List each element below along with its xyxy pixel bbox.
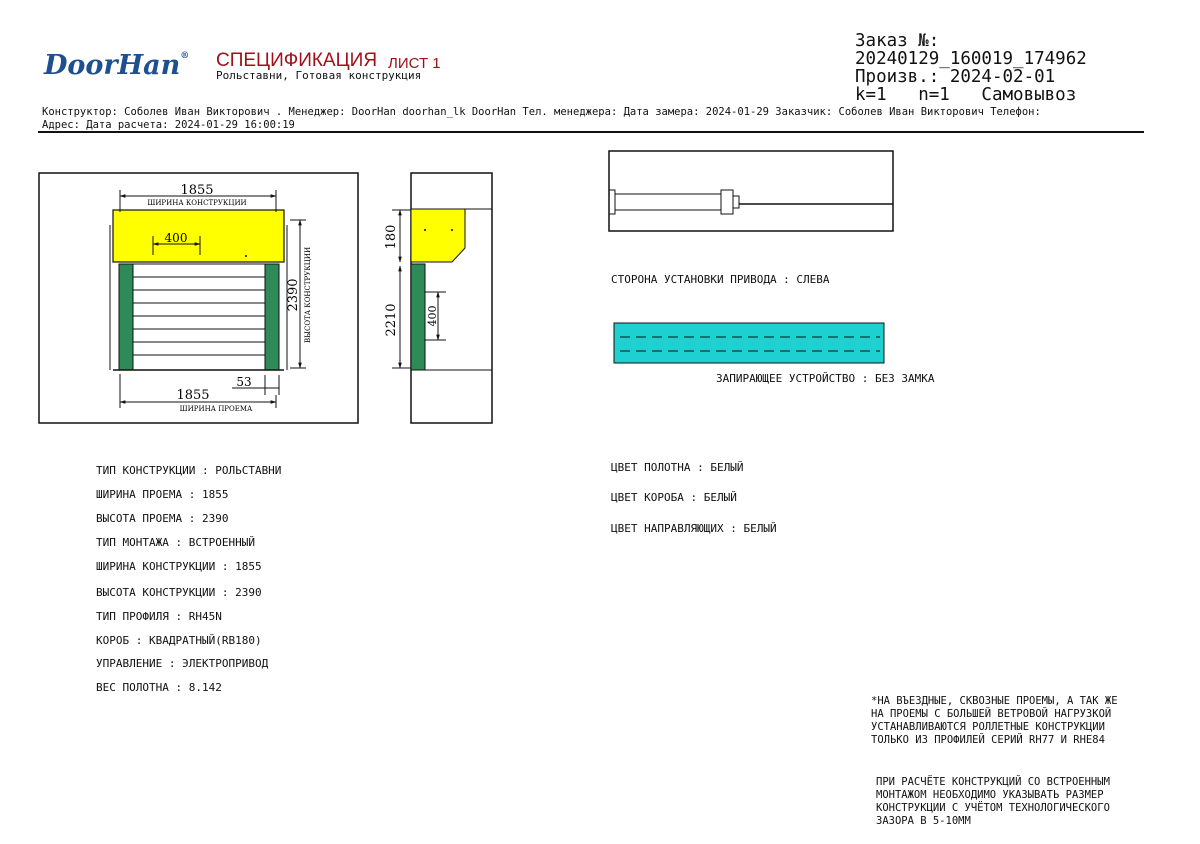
front-guide-dim: 53: [236, 375, 252, 389]
right-guide: [265, 264, 279, 370]
param-construction-height: ВЫСОТА КОНСТРУКЦИИ : 2390: [96, 586, 262, 599]
order-label: Заказ №:: [855, 31, 940, 51]
front-height: 2390: [286, 278, 301, 312]
roller-box: [113, 210, 284, 262]
side-view-drawing: [384, 173, 492, 423]
front-width-top: 1855: [180, 183, 214, 198]
front-height-caption: ВЫСОТА КОНСТРУКЦИИ: [304, 246, 312, 344]
color-guides: ЦВЕТ НАПРАВЛЯЮЩИХ : БЕЛЫЙ: [611, 522, 777, 535]
param-construction-width: ШИРИНА КОНСТРУКЦИИ : 1855: [96, 560, 262, 573]
front-width-bottom: 1855: [176, 388, 210, 403]
param-control: УПРАВЛЕНИЕ : ЭЛЕКТРОПРИВОД: [96, 657, 269, 670]
left-guide: [119, 264, 133, 370]
front-inner-dim: 400: [164, 231, 188, 245]
param-opening-height: ВЫСОТА ПРОЕМА : 2390: [96, 512, 229, 525]
order-number: 20240129_160019_174962: [855, 49, 1087, 69]
spec-subtitle: Рольставни, Готовая конструкция: [216, 69, 422, 82]
curtain: [133, 264, 265, 370]
color-curtain: ЦВЕТ ПОЛОТНА : БЕЛЫЙ: [611, 461, 744, 474]
param-weight: ВЕС ПОЛОТНА : 8.142: [96, 681, 222, 694]
drive-side-label: СТОРОНА УСТАНОВКИ ПРИВОДА : СЛЕВА: [611, 273, 830, 286]
side-inner-dim: 400: [426, 305, 439, 327]
lock-drawing: [614, 323, 884, 363]
color-box: ЦВЕТ КОРОБА : БЕЛЫЙ: [611, 491, 737, 504]
param-profile: ТИП ПРОФИЛЯ : RH45N: [96, 610, 222, 623]
note-gap: ПРИ РАСЧЁТЕ КОНСТРУКЦИЙ СО ВСТРОЕННЫМ МОНТАЖОМ НЕОБХОДИМО УКАЗЫВАТЬ РАЗМЕР КОНСТРУКЦИИ С УЧЁТОМ ТЕХНОЛОГИЧЕСКОГО ЗАЗОРА В 5-10ММ: [876, 776, 1110, 827]
param-type: ТИП КОНСТРУКЦИИ : РОЛЬСТАВНИ: [96, 464, 282, 477]
info-line-2: Адрес: Дата расчета: 2024-01-29 16:00:19: [42, 119, 295, 131]
kn-delivery: k=1 n=1 Самовывоз: [855, 85, 1077, 105]
param-opening-width: ШИРИНА ПРОЕМА : 1855: [96, 488, 229, 501]
side-guide: [411, 264, 425, 370]
drive-frame: [609, 151, 893, 231]
front-width-bottom-caption: ШИРИНА ПРОЕМА: [179, 405, 253, 413]
doorhan-logo: DoorHan®: [44, 50, 190, 81]
info-line-1: Конструктор: Соболев Иван Викторович . Менеджер: DoorHan doorhan_lk DoorHan Тел. менеджера: Дата замера: 2024-01-29 Заказчик: Соболев Иван Викторович Телефон:: [42, 106, 1041, 118]
front-width-top-caption: ШИРИНА КОНСТРУКЦИИ: [147, 199, 247, 207]
param-box: КОРОБ : КВАДРАТНЫЙ(RB180): [96, 634, 262, 647]
param-mount-type: ТИП МОНТАЖА : ВСТРОЕННЫЙ: [96, 536, 255, 549]
note-wind-load: *НА ВЪЕЗДНЫЕ, СКВОЗНЫЕ ПРОЕМЫ, А ТАК ЖЕ НА ПРОЕМЫ С БОЛЬШЕЙ ВЕТРОВОЙ НАГРУЗКОЙ УСТАНАВЛИВАЮТСЯ РОЛЛЕТНЫЕ КОНСТРУКЦИИ ТОЛЬКО ИЗ ПРОФИЛЕЙ СЕРИЙ RH77 И RHE84: [871, 695, 1118, 746]
side-opening-dim: 2210: [384, 303, 399, 337]
side-box-dim: 180: [384, 224, 399, 250]
lock-bar: [614, 323, 884, 363]
front-view-drawing: [39, 173, 358, 423]
production-date: Произв.: 2024-02-01: [855, 67, 1056, 87]
spec-title: СПЕЦИФИКАЦИЯ: [216, 50, 378, 71]
drive-view-drawing: [609, 151, 893, 231]
side-box: [411, 209, 465, 262]
lock-label: ЗАПИРАЮЩЕЕ УСТРОЙСТВО : БЕЗ ЗАМКА: [716, 372, 935, 385]
drive-motor: [615, 194, 721, 210]
sheet-number: ЛИСТ 1: [388, 55, 441, 72]
